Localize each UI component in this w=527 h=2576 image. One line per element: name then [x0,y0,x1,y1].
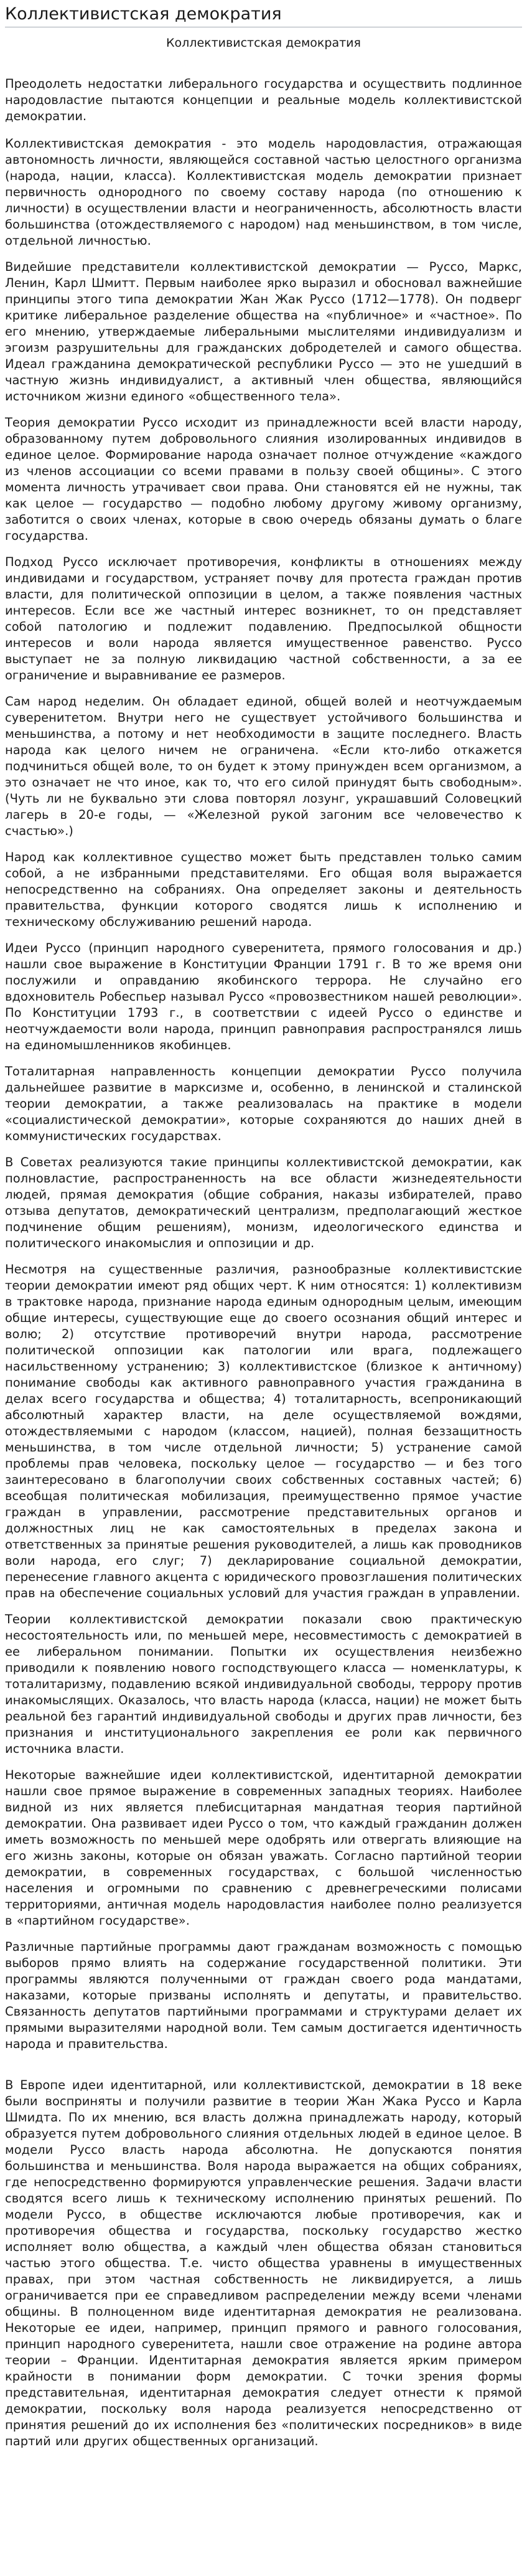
paragraph-inconsistency: Теории коллективистской демократии показали свою практическую несостоятельность или, по меньшей мере, несовместимость с демократией в ее либеральном понимании. Попытки их осуществления неизбежно приводили к появлению нового господствующего класса — номенклатуры, к тоталитаризму, подавлению всякой индивидуальной свободы, террору против инакомыслящих. Оказалось, что власть народа (класса, нации) не может быть реальной без гарантий индивидуальной свободы и других прав личности, без признания и институционального закрепления ее роли как первичного источника власти. [5,1612,522,1756]
paragraph-definition: Коллективистская демократия - это модель народовластия, отражающая автономность личности, являющейся составной частью целостного организма (народа, нации, класса). Коллективистская модель демократии признает первичность однородного по своему составу народа (по отношению к личности) в осуществлении власти и неограниченность, абсолютность власти большинства (отождествляемого с народом) над меньшинством, в том числе, отдельной личностью. [5,136,522,248]
paragraph-people-indivisible: Сам народ неделим. Он обладает единой, общей волей и неотчуждаемым суверенитетом. Внутри него не существует устойчивого большинства и меньшинства, а потому и нет необходимости в защите последнего. Власть народа как целого ничем не ограничена. «Если кто-либо откажется подчиниться общей воле, то он будет к этому принужден всем организмом, а это означает не что иное, как то, что его силой принудят быть свободным». (Чуть ли не буквально эти слова повторял лозунг, украшавший Соловецкий лагерь в 20-е годы, — «Железной рукой загоним все человечество к счастью».) [5,694,522,838]
paragraph-totalitarian: Тоталитарная направленность концепции демократии Руссо получила дальнейшее развитие в марксизме и, особенно, в ленинской и сталинской теории демократии, а также реализовалась на практике в модели «социалистической демократии», которые сохраняются до наших дней в коммунистических государствах. [5,1064,522,1143]
paragraph-representatives: Видейшие представители коллективистской демократии — Руссо, Маркс, Ленин, Карл Шмитт. Первым наиболее ярко выразил и обосновал важнейшие принципы этого типа демократии Жан Жак Руссо (1712—1778). Он подверг критике либеральное разделение общества на «публичное» и «частное». По его мнению, утверждаемые либеральными мыслителями индивидуализм и эгоизм разрушительны для гражданских добродетелей и самого общества. Идеал гражданина демократической республики Руссо — это не ушедший в частную жизнь индивидуалист, а активный член общества, являющийся источником жизни единого «общественного тела». [5,260,522,403]
paragraph-collective-being: Народ как коллективное существо может быть представлен только самим собой, а не избранными представителями. Его общая воля выражается непосредственно на собраниях. Она определяет законы и деятельность правительства, функции которого сводятся лишь к исполнению и техническому обслуживанию решений народа. [5,850,522,929]
page-title: Коллективистская демократия [5,4,522,27]
paragraph-europe-identitarian: В Европе идеи идентитарной, или коллективистской, демократии в 18 веке были восприняты и получили развитие в теории Жан Жака Руссо и Карла Шмидта. По их мнению, вся власть должна принадлежать народу, который образуется путем добровольного слияния отдельных людей в единое целое. В модели Руссо власть народа абсолютна. Не допускаются понятия большинства и меньшинства. Воля народа выражается на общих собраниях, где непосредственно формируются управленческие решения. Задачи власти сводятся всего лишь к техническому исполнению принятых решений. По модели Руссо, в обществе исключаются любые противоречия, как и противоречия общества и государства, поскольку государство жестко исполняет волю общества, а каждый член общества обязан становиться частью этого общества. Т.е. чисто общества уравнены в имущественных правах, при этом частная собственность не ликвидируется, а лишь ограничивается при ее справедливом распределении между всеми членами общины. В полноценном виде идентитарная демократия не реализована. Некоторые ее идеи, например, принцип прямого и равного голосования, принцип народного суверенитета, нашли свое отражение на родине автора теории – Франции. Идентитарная демократия является ярким примером крайности в понимании форм демократии. С точки зрения формы представительная, идентитарная демократия следует отнести к прямой демократии, поскольку воля народа реализуется непосредственно от принятия решений до их исполнения без «политических посредников» в виде партий или других общественных организаций. [5,2078,522,2448]
paragraph-soviets: В Советах реализуются такие принципы коллективистской демократии, как полновластие, распространенность на все области жизнедеятельности людей, прямая демократия (общие собрания, наказы избирателей, право отзыва депутатов, демократический централизм, предполагающий жесткое подчинение общим решениям), монизм, идеологического единства и политического инакомыслия и оппозиции и др. [5,1155,522,1250]
paragraph-rousseau-theory: Теория демократии Руссо исходит из принадлежности всей власти народу, образованному путем добровольного слияния изолированных индивидов в единое целое. Формирование народа означает полное отчуждение «каждого из членов ассоциации со всеми правами в пользу своей общины». С этого момента личность утрачивает свои права. Они становятся ей не нужны, так как целое — государство — подобно любому другому живому организму, заботится о своих членах, которые в свою очередь обязаны думать о благе государства. [5,415,522,543]
paragraph-intro: Преодолеть недостатки либерального государства и осуществить подлинное народовластие пытаются концепции и реальные модель коллективистской демократии. [5,77,522,123]
paragraph-party-programs: Различные партийные программы дают гражданам возможность с помощью выборов прямо влиять на содержание государственной политики. Эти программы являются полученными от граждан своего рода мандатами, наказами, которые призваны исполнять и депутаты, и правительство. Связанность депутатов партийными программами и структурами делает их прямыми выразителями народной воли. Тем самым достигается идентичность народа и правительства. [5,1940,522,2051]
paragraph-rousseau-approach: Подход Руссо исключает противоречия, конфликты в отношениях между индивидами и государством, устраняет почву для протеста граждан против власти, для политической оппозиции в целом, а также появления частных интересов. Если все же частный интерес возникнет, то он представляет собой патологию и подлежит подавлению. Предпосылкой общности интересов и воли народа является имущественное равенство. Руссо выступает не за полную ликвидацию частной собственности, а за ее ограничение и выравнивание ее размеров. [5,555,522,682]
document-subtitle: Коллективистская демократия [166,36,361,50]
paragraph-common-features: Несмотря на существенные различия, разнообразные коллективистские теории демократии имеют ряд общих черт. К ним относятся: 1) коллективизм в трактовке народа, признание народа единым однородным целым, имеющим общие интересы, существующие еще до своего осознания общий интерес и волю; 2) отсутствие противоречий внутри народа, рассмотрение политической оппозиции как патологии или врага, подлежащего насильственному устранению; 3) коллективистское (близкое к античному) понимание свободы как активного равноправного участия гражданина в делах всего государства и общества; 4) тоталитарность, всепроникающий абсолютный характер власти, на деле осуществляемой вождями, отождествляемыми с народом (классом, нацией), полная беззащитность меньшинства, в том числе отдельной личности; 5) устранение самой проблемы прав человека, поскольку целое — государство — и без того заинтересовано в благополучии своих собственных составных частей; 6) всеобщая политическая мобилизация, преимущественно прямое участие граждан в управлении, рассмотрение представительных органов и должностных лиц не как самостоятельных в пределах закона и ответственных за принятые решения руководителей, а лишь как проводников воли народа, его слуг; 7) декларирование социальной демократии, перенесение главного акцента с юридического провозглашения политических прав на обеспечение социальных условий для участия граждан в управлении. [5,1262,522,1600]
paragraph-rousseau-ideas: Идеи Руссо (принцип народного суверенитета, прямого голосования и др.) нашли свое выражение в Конституции Франции 1791 г. В то же время они послужили и оправданию якобинского террора. Не случайно его вдохновитель Робеспьер называл Руссо «провозвестником нашей революции». По Конституции 1793 г., в соответствии с идеей Руссо о единстве и неотчуждаемости воли народа, принцип равноправия распространялся лишь на единомышленников якобинцев. [5,941,522,1052]
paragraph-western-theories: Некоторые важнейшие идеи коллективистской, идентитарной демократии нашли свое прямое выражение в современных западных теориях. Наиболее видной из них является плебисцитарная мандатная теория партийной демократии. Она развивает идеи Руссо о том, что каждый гражданин должен иметь возможность по меньшей мере одобрять или отвергать влияющие на его жизнь законы, которые он обязан уважать. Согласно партийной теории демократии, в современных государствах, с большой численностью населения и огромными по сравнению с древнегреческими полисами территориями, античная модель народовластия наиболее полно реализуется в «партийном государстве». [5,1768,522,1928]
